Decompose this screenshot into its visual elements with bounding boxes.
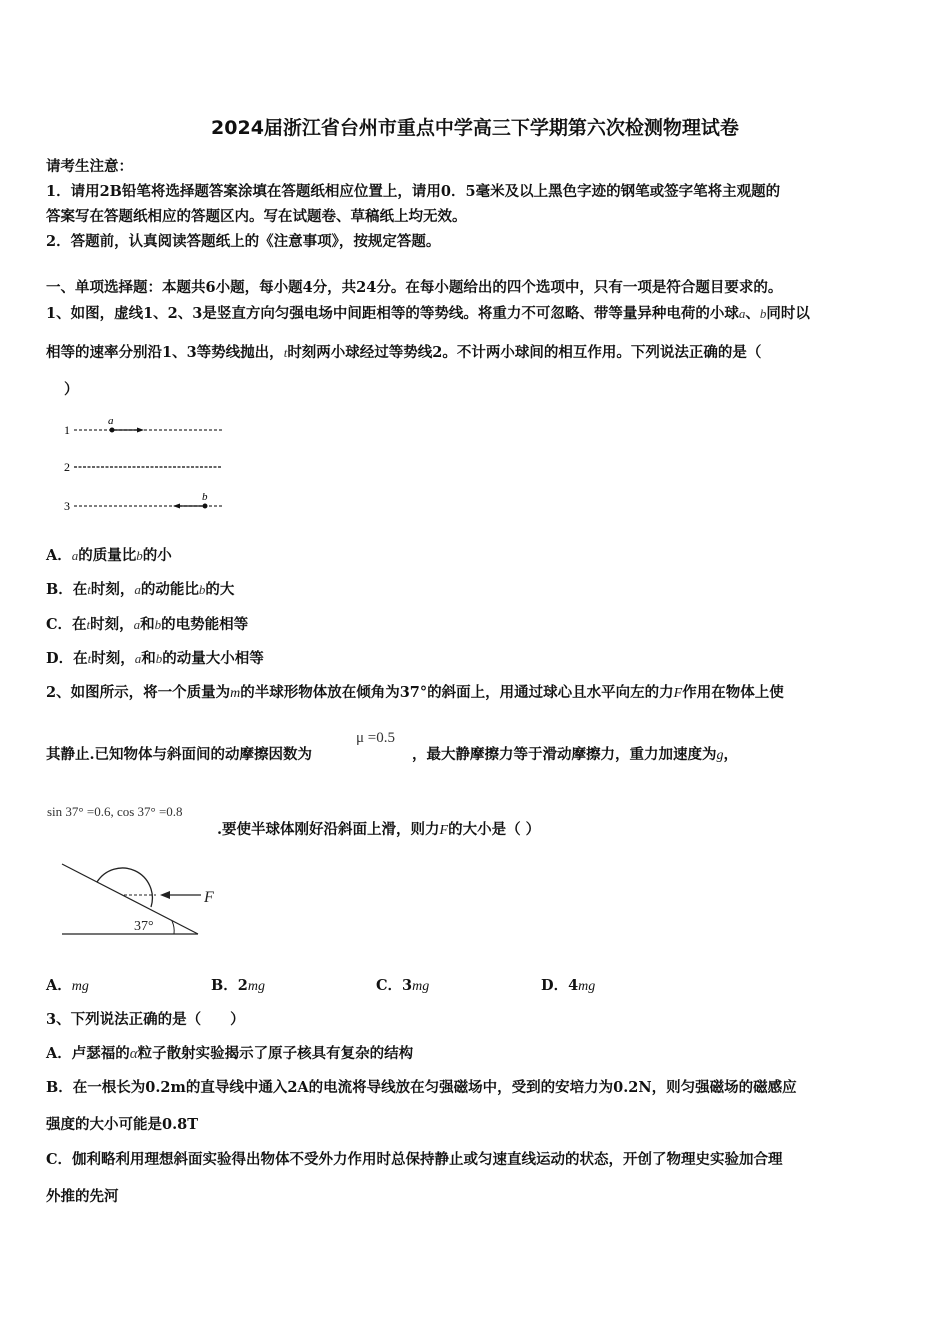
q1-option-c-sym-b: b [154,617,162,632]
q1-option-d-text-2: 的动量大小相等 [162,650,264,667]
q2-mu-formula: μ =0.5 [356,730,396,746]
q2-stem-line-2 [46,743,312,764]
q3-option-a [46,1042,413,1063]
q2-stem-d: 其静止.已知物体与斜面间的动摩擦因数为 [46,746,313,763]
q2-option-c-value: mg [412,979,430,994]
q1-symbol-a: a [738,306,746,321]
q2-force-symbol: F [673,686,683,701]
incline-line [62,864,198,934]
notice-line-1b: 答案写在答题纸相应的答题区内。写在试题卷、草稿纸上均无效。 [46,208,467,225]
q3-option-c-line-1: C．伽利略利用理想斜面实验得出物体不受外力作用时总保持静止或匀速直线运动的状态，开创了物理史实验加合理 [46,1151,783,1168]
q2-stem-b: 的半球形物体放在倾角为37°的斜面上，用通过球心且水平向左的力 [240,684,674,701]
q2-option-d [541,974,595,995]
q2-mass-symbol: m [230,686,241,701]
q1-option-b-label: B．在 [46,581,88,598]
q2-stem-h: 的大小是（ ） [448,821,541,838]
angle-arc [172,921,174,934]
q1-option-a-label: A． [46,547,72,564]
q1-option-b-sym-b: b [198,582,206,597]
q2-figure [56,852,236,942]
q1-stem-c: 相等的速率分别沿1、3等势线抛出， [46,344,284,361]
q1-option-b-text-1: 的动能比 [140,581,199,598]
q3-option-a-text-1: A．卢瑟福的 [46,1045,130,1062]
q1-option-d-text-0: 时刻， [91,650,135,667]
q2-stem-c: 作用在物体上使 [682,684,784,701]
q1-symbol-b: b [759,306,767,321]
q1-option-c [46,613,248,634]
notice-heading: 请考生注意： [46,158,133,175]
q2-option-c [376,974,429,995]
q1-option-c-sym-t: t [86,617,91,632]
q2-option-a-value: mg [71,979,89,994]
q2-stem-line-1 [46,681,784,702]
notice-line-2: 2．答题前，认真阅读答题纸上的《注意事项》，按规定答题。 [46,233,441,250]
q2-option-d-label: D．4 [541,977,579,994]
hemisphere [97,868,152,907]
q1-stem-a: 1、如图，虚线1、2、3是竖直方向匀强电场中间距相等的等势线。将重力不可忽略、带等量异种电荷的小球 [46,305,739,322]
q1-figure [60,412,230,517]
q2-trig-formula: sin 37° =0.6, cos 37° =0.8 [47,804,183,819]
q2-option-b-value: mg [247,979,265,994]
q1-option-d-sym-b: b [155,651,163,666]
force-label: F [204,889,214,906]
ball-b-label: b [202,491,208,503]
q2-force-symbol-2: F [439,823,449,838]
q1-option-d-label: D．在 [46,650,88,667]
q2-option-b [211,974,265,995]
q2-option-c-label: C．3 [376,977,413,994]
q1-option-b-sym-t: t [87,582,91,597]
q2-stem-f: ， [723,746,738,763]
force-arrow-icon [160,891,170,899]
q1-option-b [46,578,234,599]
ball-a-label: a [108,415,114,427]
q2-stem-a: 2、如图所示，将一个质量为 [46,684,231,701]
ball-a [110,428,115,433]
q1-option-a-sym-a: a [71,548,79,563]
q1-stem-line-1 [46,302,810,323]
q3-option-a-text-2: 粒子散射实验揭示了原子核具有复杂的结构 [137,1045,414,1062]
line-label-2: 2 [64,460,70,474]
q3-option-b-line-2: 强度的大小可能是0.8T [46,1116,199,1133]
ball-b-arrow-icon [173,504,180,509]
q1-option-b-sym-a: a [134,582,141,597]
q1-option-d [46,647,264,668]
q2-stem-g: .要使半球体刚好沿斜面上滑，则力 [217,821,440,838]
q2-g-symbol: g [716,748,724,763]
q1-stem-d: 时刻两小球经过等势线2。不计两小球间的相互作用。下列说法正确的是（ [287,344,762,361]
q1-stem-line-2 [46,341,761,362]
q2-option-a-label: A． [46,977,72,994]
q1-stem-close: ） [64,381,79,398]
q1-option-c-text-0: 时刻， [90,616,134,633]
q3-option-c-line-2: 外推的先河 [46,1188,119,1205]
q1-option-c-label: C．在 [46,616,87,633]
exam-title: 2024届浙江省台州市重点中学高三下学期第六次检测物理试卷 [211,117,739,139]
notice-line-1: 1．请用2B铅笔将选择题答案涂填在答题纸相应位置上，请用0．5毫米及以上黑色字迹的钢笔或签字笔将主观题的 [46,183,781,200]
q2-option-b-label: B．2 [211,977,248,994]
q1-option-c-text-1: 和 [140,616,155,633]
q1-option-a-sym-b: b [136,548,143,563]
line-label-3: 3 [64,499,70,513]
q1-option-c-text-2: 的电势能相等 [161,616,249,633]
q1-option-d-sym-t: t [87,651,92,666]
q1-option-a-text-2: 的小 [142,547,172,564]
q3-stem: 3、下列说法正确的是（ ） [46,1011,245,1028]
ball-b [203,504,208,509]
q3-option-b-line-1: B．在一根长为0.2m的直导线中通入2A的电流将导线放在匀强磁场中，受到的安培力为0.2N，则匀强磁场的磁感应 [46,1079,797,1096]
q2-option-a [46,974,89,995]
q2-stem-line-2b [412,743,738,764]
q1-option-c-sym-a: a [133,617,141,632]
line-label-1: 1 [64,423,70,437]
angle-label: 37° [134,919,154,934]
q2-stem-e: ，最大静摩擦力等于滑动摩擦力，重力加速度为 [412,746,717,763]
q1-option-b-text-0: 时刻， [90,581,135,598]
q1-sep: 、 [745,305,760,322]
q1-stem-b: 同时以 [766,305,810,322]
section-heading: 一、单项选择题：本题共6小题，每小题4分，共24分。在每小题给出的四个选项中，只有一项是符合题目要求的。 [46,279,783,296]
q2-stem-line-3 [217,818,540,839]
q1-option-d-sym-a: a [134,651,142,666]
q1-option-d-text-1: 和 [141,650,156,667]
q3-alpha-symbol: α [129,1046,138,1062]
ball-a-arrow-icon [137,428,144,433]
q1-option-b-text-2: 的大 [205,581,235,598]
q1-symbol-t: t [283,345,288,360]
q1-option-a-text-1: 的质量比 [78,547,137,564]
q1-option-a [46,544,172,565]
q2-option-d-value: mg [578,979,596,994]
